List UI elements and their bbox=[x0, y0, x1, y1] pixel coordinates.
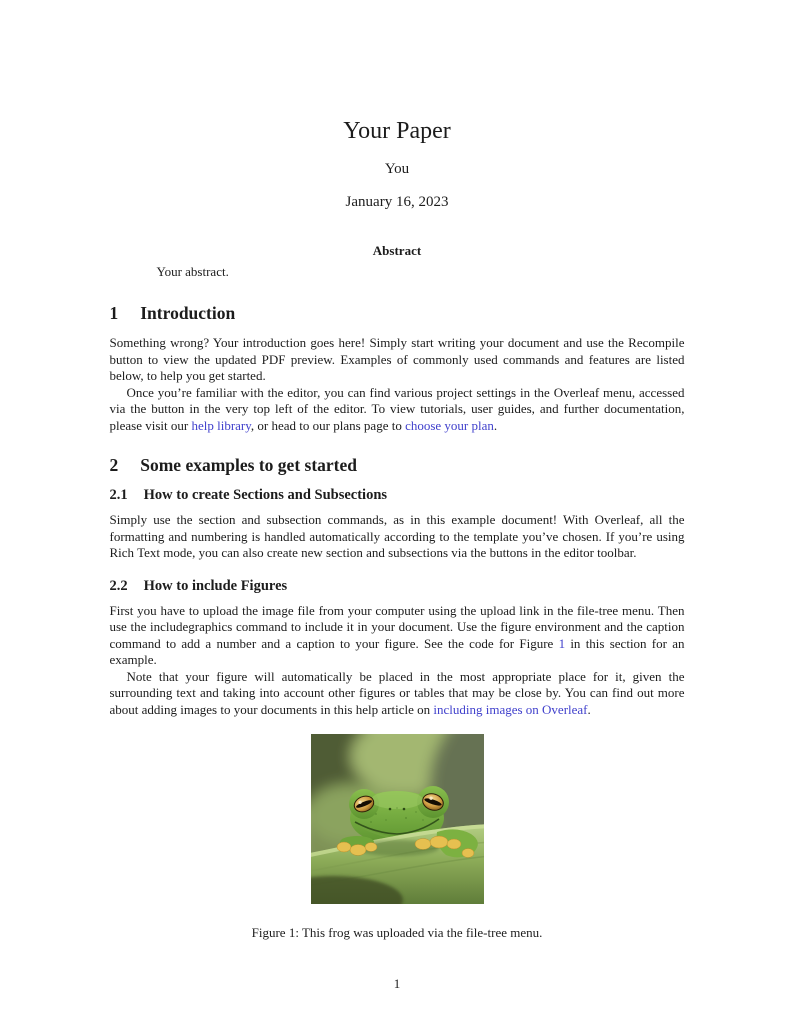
paragraph-intro-1 bbox=[110, 335, 685, 385]
hyperlink[interactable]: 1 bbox=[558, 635, 566, 651]
text-run: Once you’re familiar with the editor, you can find various project settings in the Overleaf menu, accessed via the button in the very top left of the editor. To view tutorials, user guides, and further documentation, please visit our bbox=[109, 384, 685, 433]
text-column bbox=[110, 243, 685, 941]
paper-title: Your Paper bbox=[343, 118, 451, 144]
section-number: 1 bbox=[109, 303, 119, 323]
page-number: 1 bbox=[393, 976, 401, 991]
paragraph-intro-2 bbox=[110, 385, 685, 435]
hyperlink[interactable]: choose your plan bbox=[405, 417, 494, 433]
abstract-heading: Abstract bbox=[372, 243, 422, 258]
text-run: Note that your figure will automatically be placed in the most appropriate place for it, given the surrounding text and taking into account other figures or tables that may be close by. You can find out more about adding images to your documents in this help article on bbox=[109, 668, 685, 717]
paper-author: You bbox=[384, 161, 410, 177]
section-title: Some examples to get started bbox=[140, 455, 358, 475]
section-title: Introduction bbox=[140, 303, 236, 323]
text-run: Something wrong? Your introduction goes here! Simply start writing your document and use the Recompile button to view the updated PDF preview. Examples of commonly used commands and features are listed below, to help you get started. bbox=[109, 335, 685, 383]
figure-1 bbox=[110, 734, 685, 941]
text-run: First you have to upload the image file from your computer using the upload link in the file-tree menu. Then use the includegraphics command to include it in your document. Use the figure environment and the caption command to add a number and a caption to your figure. See the code for Figure bbox=[109, 602, 685, 651]
section-number: 2 bbox=[109, 455, 119, 475]
abstract bbox=[110, 243, 685, 280]
subsection-title: How to include Figures bbox=[143, 577, 288, 594]
paragraph-sections bbox=[110, 512, 685, 562]
title-block bbox=[0, 0, 794, 211]
text-run: , or head to our plans page to bbox=[250, 417, 406, 433]
paragraph-figures-2 bbox=[110, 669, 685, 719]
text-run: Simply use the section and subsection commands, as in this example document! With Overleaf, all the formatting and numbering is handled automatically according to the template you’ve chosen. If you’re using Rich Text mode, you can also create new section and subsections via the buttons in the editor toolbar. bbox=[109, 512, 685, 560]
paper-date: January 16, 2023 bbox=[345, 194, 449, 210]
section-heading-introduction bbox=[110, 302, 685, 324]
subsection-title: How to create Sections and Subsections bbox=[143, 487, 388, 503]
hyperlink[interactable]: including images on Overleaf bbox=[433, 701, 588, 717]
subsection-number: 2.1 bbox=[109, 487, 128, 503]
hyperlink[interactable]: help library bbox=[191, 417, 251, 433]
subsection-heading-sections bbox=[110, 487, 685, 504]
text-run: in this section for an example. bbox=[109, 635, 685, 667]
paragraph-figures-1 bbox=[110, 603, 685, 669]
subsection-number: 2.2 bbox=[109, 577, 128, 594]
subsection-heading-figures bbox=[110, 578, 685, 595]
figure-caption: Figure 1: This frog was uploaded via the file-tree menu. bbox=[251, 925, 543, 940]
abstract-text: Your abstract. bbox=[156, 264, 229, 279]
text-run: . bbox=[493, 417, 498, 433]
section-heading-examples bbox=[110, 454, 685, 476]
text-run: . bbox=[587, 701, 591, 717]
frog-photo bbox=[311, 734, 484, 904]
